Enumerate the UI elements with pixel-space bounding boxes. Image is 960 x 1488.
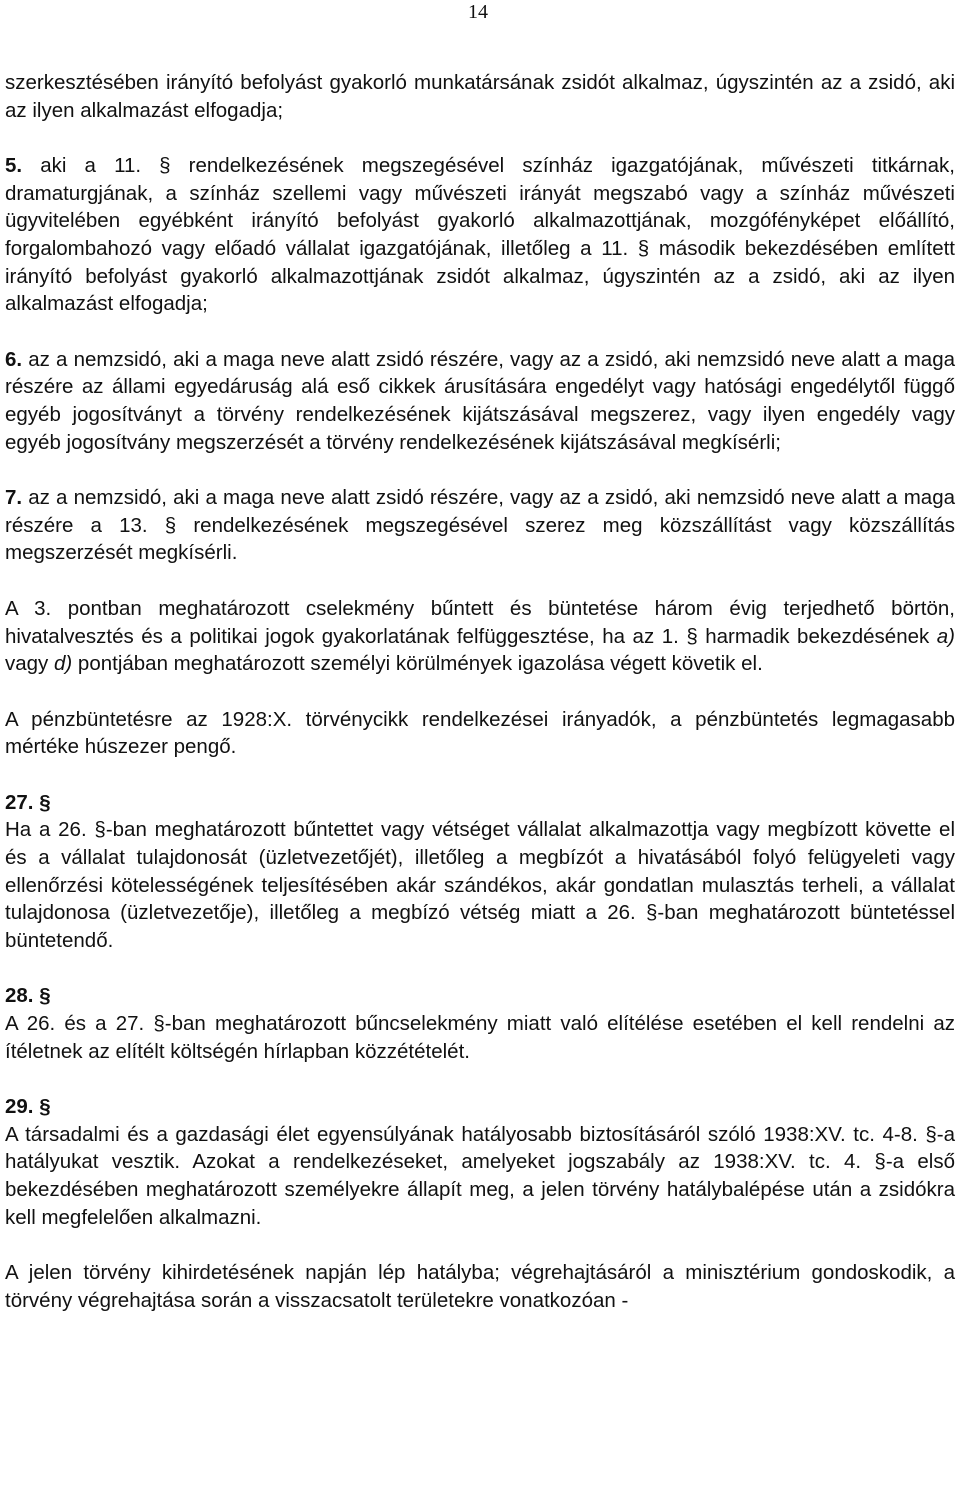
- paragraph-point-7: [5, 484, 955, 567]
- paragraph-final: A jelen törvény kihirdetésének napján lép hatályba; végrehajtásáról a minisztérium gondoskodik, a törvény végrehajtása során a visszacsatolt területekre vonatkozóan -: [5, 1261, 955, 1312]
- section-heading-text: 29. §: [5, 1095, 51, 1119]
- section-text-28: A 26. és a 27. §-ban meghatározott bűncselekmény miatt való elítélése esetében el kell rendelni az ítéletnek az elítélt költségén hírlapban közzétételét.: [5, 1012, 955, 1063]
- section-heading-text: 28. §: [5, 984, 51, 1008]
- point-number: 5.: [5, 154, 23, 178]
- paragraph-point-5: [5, 152, 955, 318]
- text-segment: pontjában meghatározott személyi körülmények igazolása végett követik el.: [72, 652, 763, 676]
- section-heading-29: [5, 1093, 955, 1121]
- point-text: az a nemzsidó, aki a maga neve alatt zsidó részére, vagy az a zsidó, aki nemzsidó neve alatt a maga részére a 13. § rendelkezésének megszegésével szerez meg közszállítást vagy közszállítás megszerzését megkísérli.: [5, 486, 955, 565]
- paragraph-fine: A pénzbüntetésre az 1928:X. törvénycikk rendelkezései irányadók, a pénzbüntetés legmagasabb mértéke húszezer pengő.: [5, 707, 955, 759]
- text-segment: A 3. pontban meghatározott cselekmény bűntett és büntetése három évig terjedhető börtön, hivatalvesztés és a politikai jogok gyakorlatának felfüggesztése, ha az 1. § harmadik bekezdésének: [5, 596, 955, 648]
- text-italic: d): [54, 652, 73, 676]
- text-segment: vagy: [5, 652, 54, 676]
- section-heading-27: [5, 789, 955, 817]
- paragraph-penalty: [5, 595, 955, 678]
- paragraph-continuation: szerkesztésében irányító befolyást gyakorló munkatársának zsidót alkalmaz, úgyszintén az a zsidó, aki az ilyen alkalmazást elfogadja;: [5, 71, 955, 122]
- paragraph-point-6: [5, 346, 955, 456]
- text-italic: a): [936, 624, 955, 648]
- point-text: az a nemzsidó, aki a maga neve alatt zsidó részére, vagy az a zsidó, aki nemzsidó neve alatt a maga részére az állami egyedáruság alá eső cikkek árusítására engedélyt vagy hatósági engedélytől függő egyéb jogosítványt a törvény rendelkezésének kijátszásával megszerez, vagy ilyen engedély vagy egyéb jogosítvány megszerzését a törvény rendelkezésének kijátszásával megkísérli;: [5, 347, 955, 454]
- section-text-27: Ha a 26. §-ban meghatározott bűntettet vagy vétséget vállalat alkalmazottja vagy megbízott követte el és a vállalat tulajdonosát (üzletvezetőjét), illetőleg a megbízót a hivatásából folyó felügyeleti vagy ellenőrzési kötelességének teljesítésében akár szándékos, akár gondatlan mulasztás terheli, a vállalat tulajdonosa (üzletvezetője), illetőleg a megbízó vétség miatt a 26. §-ban meghatározott büntetéssel büntetendő.: [5, 818, 955, 952]
- section-heading-text: 27. §: [5, 790, 51, 814]
- point-text: aki a 11. § rendelkezésének megszegésével színház igazgatójának, művészeti titkárnak, dramaturgjának, a színház szellemi vagy művészeti irányát megszabó vagy a színház művészeti ügyvitelében egyébként irányító befolyást gyakorló alkalmazottjának, mozgófényképet előállító, forgalombahozó vagy előadó vállalat igazgatójának, illetőleg a 11. § második bekezdésében említett irányító befolyást gyakorló alkalmazottjának zsidót alkalmaz, úgyszintén az a zsidó, aki az ilyen alkalmazást elfogadja;: [5, 154, 955, 316]
- section-text-29: A társadalmi és a gazdasági élet egyensúlyának hatályosabb biztosításáról szóló 1938:XV. tc. 4-8. §-a hatályukat vesztik. Azokat a rendelkezéseket, amelyeket jogszabály az 1938:XV. tc. 4. §-a első bekezdésében meghatározott személyekre állapít meg, a jelen törvény hatálybalépése után a zsidókra kell megfelelően alkalmazni.: [5, 1122, 955, 1229]
- section-heading-28: [5, 982, 955, 1010]
- point-number: 6.: [5, 347, 23, 371]
- page-number: 14: [468, 1, 488, 23]
- document-body: [5, 69, 955, 1314]
- point-number: 7.: [5, 486, 23, 510]
